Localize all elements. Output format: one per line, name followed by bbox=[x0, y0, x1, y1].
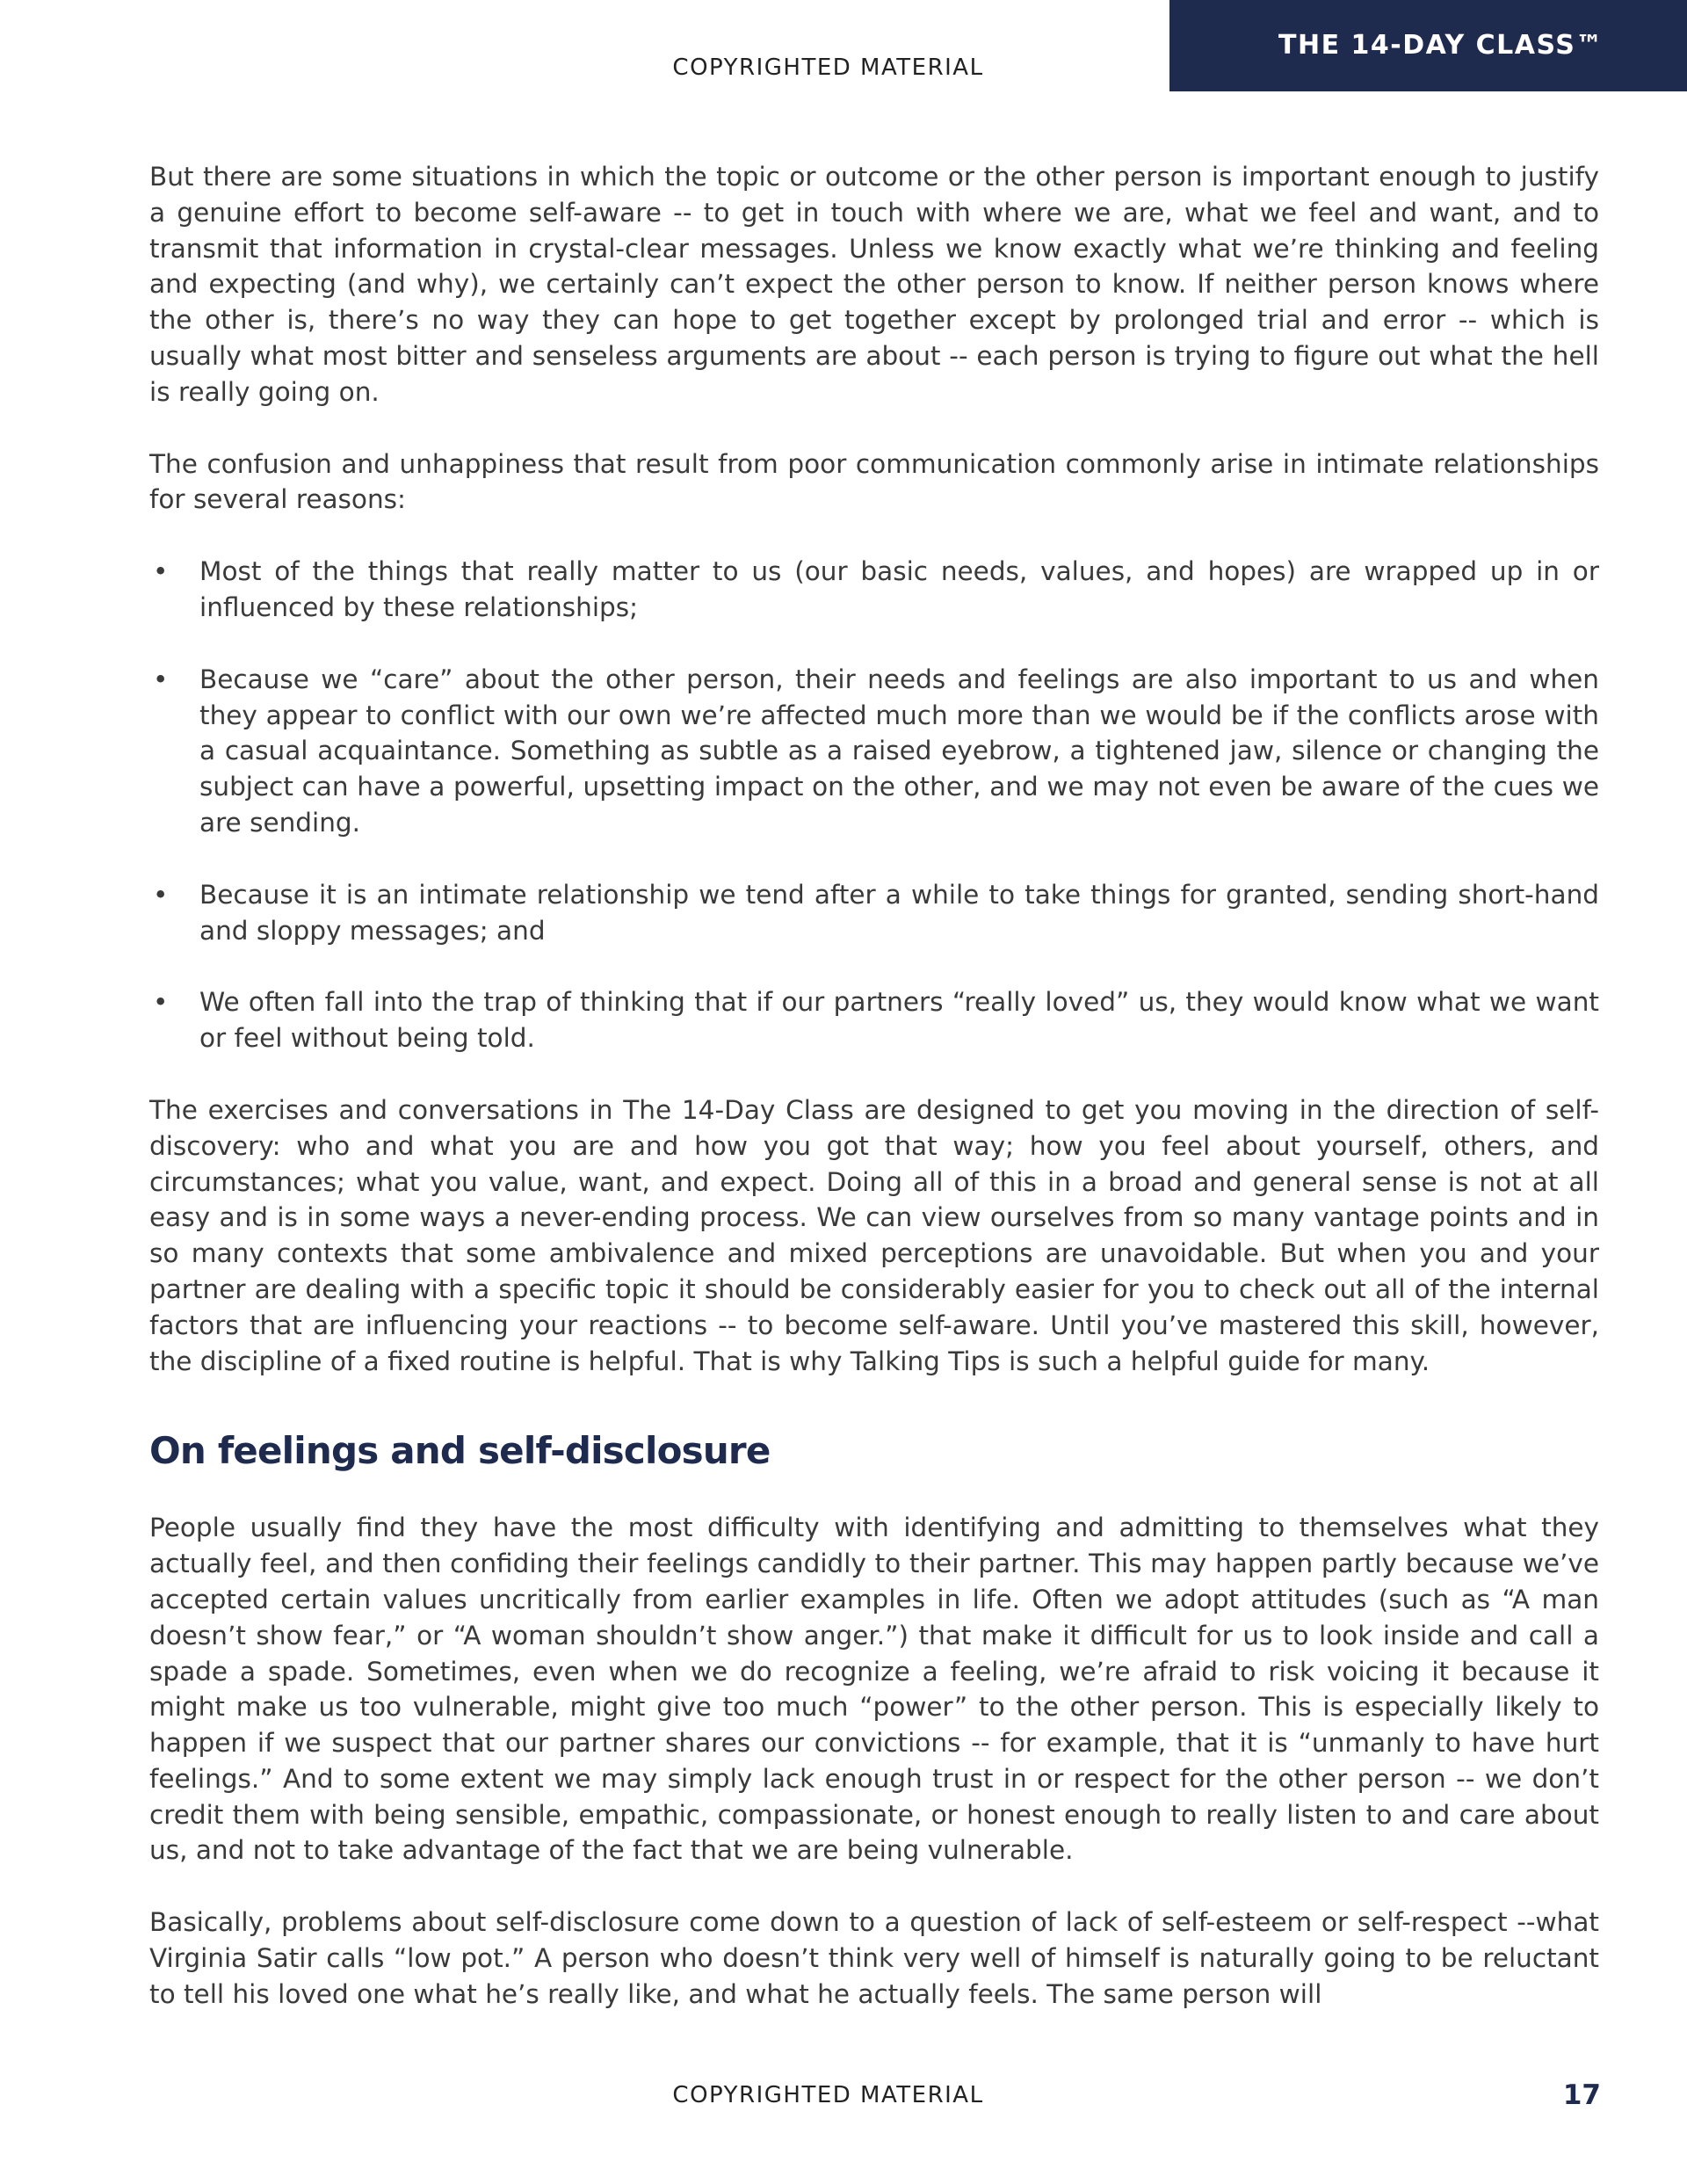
bullet-icon: • bbox=[153, 556, 169, 587]
bullet-icon: • bbox=[153, 664, 169, 694]
copyright-notice-top: COPYRIGHTED MATERIAL bbox=[672, 54, 984, 81]
section-heading: On feelings and self-disclosure bbox=[149, 1429, 771, 1473]
page-content bbox=[149, 159, 1599, 2013]
paragraph-feelings: People usually find they have the most difficulty with identifying and admitting to themselves what they actually feel, and then confiding their feelings candidly to their partner. This may happen partly because we’ve accepted certain values uncritically from earlier examples in life. Often we adopt attitudes (such as “A man doesn’t show fear,” or “A woman shouldn’t show anger.”) that make it difficult for us to look inside and call a spade a spade. Sometimes, even when we do recognize a feeling, we’re afraid to risk voicing it because it might make us too vulnerable, might give too much “power” to the other person. This is especially likely to happen if we suspect that our partner shares our convictions -- for example, that it is “unmanly to have hurt feelings.” And to some extent we may simply lack enough trust in or respect for the other person -- we don’t credit them with being sensible, empathic, compassionate, or honest enough to really listen to and care about us, and not to take advantage of the fact that we are being vulnerable. bbox=[149, 1513, 1599, 1866]
bullet-icon: • bbox=[153, 879, 169, 910]
list-item bbox=[149, 877, 1599, 949]
series-title: THE 14-DAY CLASS™ bbox=[1278, 30, 1604, 61]
list-item-text: Because we “care” about the other person, their needs and feelings are also important to us and when they appear to conflict with our own we’re affected much more than we would be if the conflicts arose with a casual acquaintance. Something as subtle as a raised eyebrow, a tightened jaw, silence or changing the subject can have a powerful, upsetting impact on the other, and we may not even be aware of the cues we are sending. bbox=[199, 664, 1599, 838]
list-item-text: Because it is an intimate relationship we tend after a while to take things for granted, sending short-hand and sloppy messages; and bbox=[199, 879, 1599, 946]
page-number: 17 bbox=[1562, 2079, 1601, 2111]
bullet-icon: • bbox=[153, 987, 169, 1018]
list-item bbox=[149, 554, 1599, 626]
paragraph-self-discovery: The exercises and conversations in The 14-Day Class are designed to get you moving in the direction of self-discovery: who and what you are and how you got that way; how you feel about yourself, others, and circumstances; what you value, want, and expect. Doing all of this in a broad and general sense is not at all easy and is in some ways a never-ending process. We can view ourselves from so many vantage points and in so many contexts that some ambivalence and mixed perceptions are unavoidable. But when you and your partner are dealing with a specific topic it should be considerably easier for you to check out all of the internal factors that are influencing your reactions -- to become self-aware. Until you’ve mastered this skill, however, the discipline of a fixed routine is helpful. That is why Talking Tips is such a helpful guide for many. bbox=[149, 1094, 1599, 1376]
list-item bbox=[149, 662, 1599, 841]
paragraph-reasons-intro: The confusion and unhappiness that result from poor communication commonly arise in intimate relationships for several reasons: bbox=[149, 448, 1599, 515]
reasons-list bbox=[149, 554, 1599, 1056]
list-item-text: We often fall into the trap of thinking that if our partners “really loved” us, they would know what we want or feel without being told. bbox=[199, 987, 1599, 1054]
copyright-notice-bottom: COPYRIGHTED MATERIAL bbox=[672, 2082, 984, 2108]
list-item bbox=[149, 984, 1599, 1056]
list-item-text: Most of the things that really matter to us (our basic needs, values, and hopes) are wrapped up in or influenced by these relationships; bbox=[199, 556, 1599, 622]
paragraph-self-disclosure: Basically, problems about self-disclosure come down to a question of lack of self-esteem or self-respect --what Virginia Satir calls “low pot.” A person who doesn’t think very well of himself is naturally going to be reluctant to tell his loved one what he’s really like, and what he actually feels. The same person will bbox=[149, 1907, 1599, 2009]
paragraph-self-awareness: But there are some situations in which the topic or outcome or the other person is important enough to justify a genuine effort to become self-aware -- to get in touch with where we are, what we feel and want, and to transmit that information in crystal-clear messages. Unless we know exactly what we’re thinking and feeling and expecting (and why), we certainly can’t expect the other person to know. If neither person knows where the other is, there’s no way they can hope to get together except by prolonged trial and error -- which is usually what most bitter and senseless arguments are about -- each person is trying to figure out what the hell is really going on. bbox=[149, 162, 1599, 407]
